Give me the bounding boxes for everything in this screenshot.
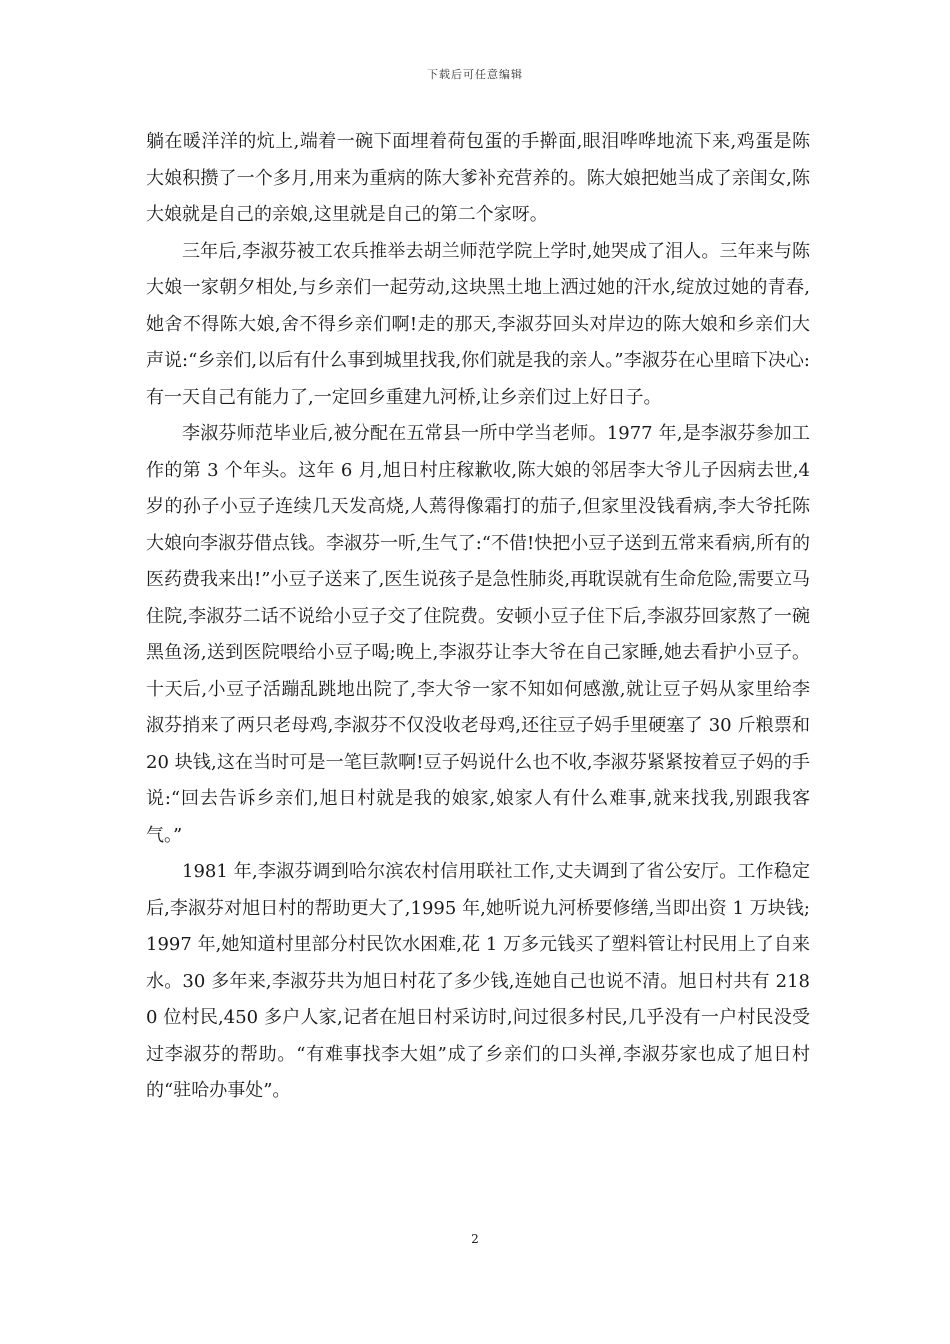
paragraph-1: 躺在暖洋洋的炕上,端着一碗下面埋着荷包蛋的手擀面,眼泪哗哗地流下来,鸡蛋是陈大娘积攒了一个多月,用来为重病的陈大爹补充营养的。陈大娘把她当成了亲闺女,陈大娘就是自己的亲娘,这里就是自己的第二个家呀。 xyxy=(146,131,810,225)
article-body xyxy=(146,124,810,1110)
paragraph-3: 李淑芬师范毕业后,被分配在五常县一所中学当老师。1977 年,是李淑芬参加工作的第 3 个年头。这年 6 月,旭日村庄稼歉收,陈大娘的邻居李大爷儿子因病去世,4 岁的孙子小豆子连续几天发高烧,人蔫得像霜打的茄子,但家里没钱看病,李大爷托陈大娘向李淑芬借点钱。李淑芬一听,生气了:“不借!快把小豆子送到五常来看病,所有的医药费我来出!”小豆子送来了,医生说孩子是急性肺炎,再耽误就有生命危险,需要立马住院,李淑芬二话不说给小豆子交了住院费。安顿小豆子住下后,李淑芬回家熬了一碗黑鱼汤,送到医院喂给小豆子喝;晚上,李淑芬让李大爷在自己家睡,她去看护小豆子。十天后,小豆子活蹦乱跳地出院了,李大爷一家不知如何感激,就让豆子妈从家里给李淑芬捎来了两只老母鸡,李淑芬不仅没收老母鸡,还往豆子妈手里硬塞了 30 斤粮票和 20 块钱,这在当时可是一笔巨款啊!豆子妈说什么也不收,李淑芬紧紧按着豆子妈的手说:“回去告诉乡亲们,旭日村就是我的娘家,娘家人有什么难事,就来找我,别跟我客气。” xyxy=(146,423,810,846)
paragraph-2: 三年后,李淑芬被工农兵推举去胡兰师范学院上学时,她哭成了泪人。三年来与陈大娘一家朝夕相处,与乡亲们一起劳动,这块黑土地上洒过她的汗水,绽放过她的青春,她舍不得陈大娘,舍不得乡亲们啊!走的那天,李淑芬回头对岸边的陈大娘和乡亲们大声说:“乡亲们,以后有什么事到城里找我,你们就是我的亲人。”李淑芬在心里暗下决心:有一天自己有能力了,一定回乡重建九河桥,让乡亲们过上好日子。 xyxy=(146,240,810,408)
page-number: 2 xyxy=(471,1232,479,1246)
paragraph-4: 1981 年,李淑芬调到哈尔滨农村信用联社工作,丈夫调到了省公安厅。工作稳定后,李淑芬对旭日村的帮助更大了,1995 年,她听说九河桥要修缮,当即出资 1 万块钱;1997 年,她知道村里部分村民饮水困难,花 1 万多元钱买了塑料管让村民用上了自来水。30 多年来,李淑芬共为旭日村花了多少钱,连她自己也说不清。旭日村共有 2180 位村民,450 多户人家,记者在旭日村采访时,问过很多村民,几乎没有一户村民没受过李淑芬的帮助。“有难事找李大姐”成了乡亲们的口头禅,李淑芬家也成了旭日村的“驻哈办事处”。 xyxy=(146,861,810,1101)
page-header: 下载后可任意编辑 xyxy=(427,68,523,81)
